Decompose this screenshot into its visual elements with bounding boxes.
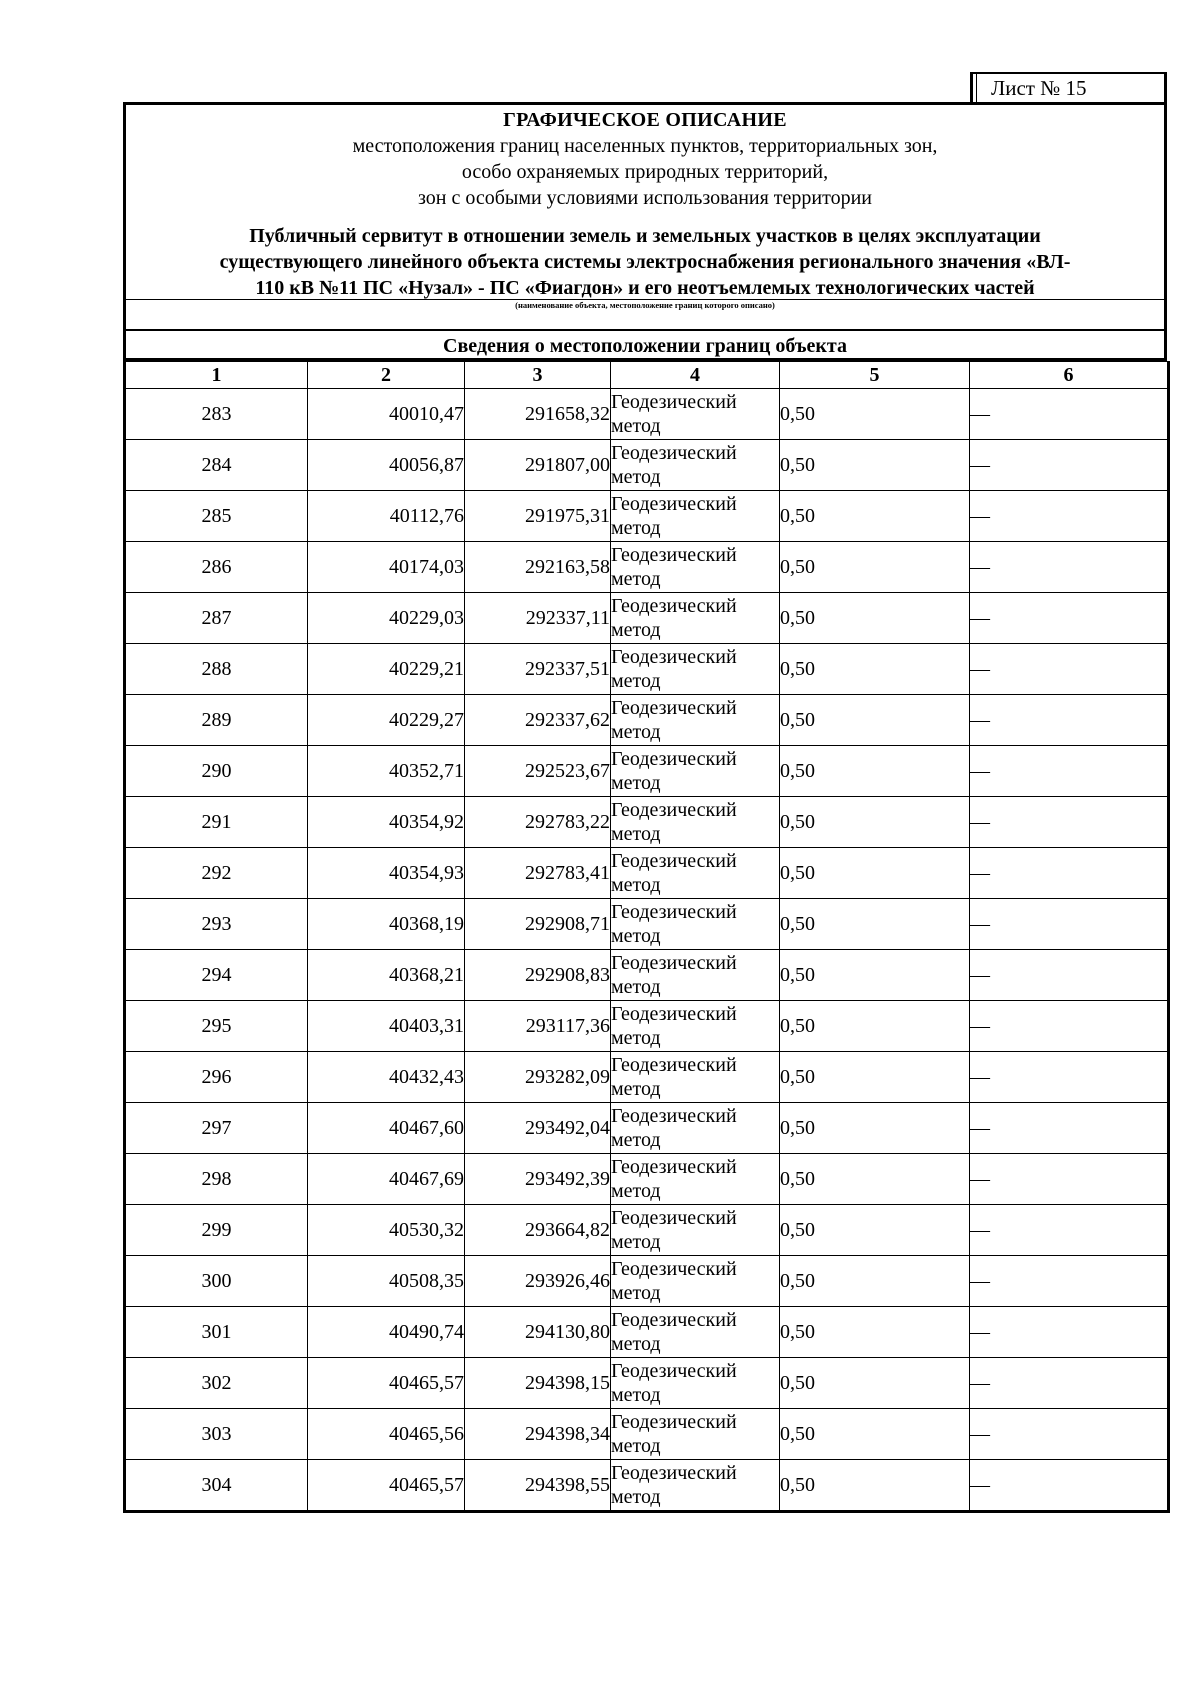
accuracy-cell: 0,50 (780, 1052, 970, 1103)
point-number: 292 (125, 848, 308, 899)
table-row (125, 899, 1169, 950)
note-cell: — (970, 1154, 1169, 1205)
note-cell: — (970, 440, 1169, 491)
accuracy-cell: 0,50 (780, 644, 970, 695)
accuracy-cell: 0,50 (780, 1205, 970, 1256)
object-name (126, 223, 1164, 301)
method-cell: Геодезический метод (611, 491, 780, 542)
coordinate-x: 40368,19 (308, 899, 465, 950)
coordinate-x: 40352,71 (308, 746, 465, 797)
method-cell: Геодезический метод (611, 1307, 780, 1358)
coordinate-y: 294398,55 (465, 1460, 611, 1512)
coordinate-x: 40490,74 (308, 1307, 465, 1358)
coordinate-x: 40354,92 (308, 797, 465, 848)
table-header-row (125, 362, 1169, 389)
coordinate-y: 291658,32 (465, 389, 611, 440)
point-number: 298 (125, 1154, 308, 1205)
point-number: 291 (125, 797, 308, 848)
method-cell: Геодезический метод (611, 542, 780, 593)
point-number: 295 (125, 1001, 308, 1052)
document-title: ГРАФИЧЕСКОЕ ОПИСАНИЕ (503, 109, 787, 131)
coordinate-x: 40229,03 (308, 593, 465, 644)
point-number: 297 (125, 1103, 308, 1154)
table-row (125, 491, 1169, 542)
coordinate-x: 40432,43 (308, 1052, 465, 1103)
sheet-number-box (970, 72, 1167, 102)
note-cell: — (970, 593, 1169, 644)
point-number: 300 (125, 1256, 308, 1307)
coordinate-y: 292337,62 (465, 695, 611, 746)
note-cell: — (970, 644, 1169, 695)
object-name-line: существующего линейного объекта системы электроснабжения регионального значения «ВЛ- (219, 251, 1071, 273)
coordinate-x: 40056,87 (308, 440, 465, 491)
point-number: 294 (125, 950, 308, 1001)
accuracy-cell: 0,50 (780, 440, 970, 491)
accuracy-cell: 0,50 (780, 1358, 970, 1409)
coordinate-y: 291807,00 (465, 440, 611, 491)
object-name-line: 110 кВ №11 ПС «Нузал» - ПС «Фиагдон» и его неотъемлемых технологических частей (255, 277, 1035, 299)
method-cell: Геодезический метод (611, 1052, 780, 1103)
coordinate-y: 293117,36 (465, 1001, 611, 1052)
point-number: 289 (125, 695, 308, 746)
method-cell: Геодезический метод (611, 746, 780, 797)
column-header: 2 (308, 362, 465, 389)
header-text-block (126, 105, 1164, 299)
point-number: 301 (125, 1307, 308, 1358)
accuracy-cell: 0,50 (780, 1001, 970, 1052)
point-number: 296 (125, 1052, 308, 1103)
accuracy-cell: 0,50 (780, 746, 970, 797)
coordinate-y: 292163,58 (465, 542, 611, 593)
sheet-number: Лист № 15 (991, 76, 1087, 100)
method-cell: Геодезический метод (611, 644, 780, 695)
coordinate-x: 40465,57 (308, 1460, 465, 1512)
section-title: Сведения о местоположении границ объекта (443, 335, 847, 357)
coordinate-x: 40508,35 (308, 1256, 465, 1307)
subtitle-line: местоположения границ населенных пунктов, территориальных зон, (352, 135, 938, 157)
point-number: 288 (125, 644, 308, 695)
note-cell: — (970, 695, 1169, 746)
accuracy-cell: 0,50 (780, 950, 970, 1001)
table-row (125, 644, 1169, 695)
coordinate-y: 293492,39 (465, 1154, 611, 1205)
accuracy-cell: 0,50 (780, 1154, 970, 1205)
note-cell: — (970, 1358, 1169, 1409)
coordinate-x: 40174,03 (308, 542, 465, 593)
coordinate-y: 294398,34 (465, 1409, 611, 1460)
subtitle-line: зон с особыми условиями использования территории (417, 187, 873, 209)
point-number: 287 (125, 593, 308, 644)
table-row (125, 1205, 1169, 1256)
method-cell: Геодезический метод (611, 1409, 780, 1460)
method-cell: Геодезический метод (611, 440, 780, 491)
point-number: 303 (125, 1409, 308, 1460)
column-header: 4 (611, 362, 780, 389)
table-row (125, 1409, 1169, 1460)
coordinate-y: 293492,04 (465, 1103, 611, 1154)
note-cell: — (970, 491, 1169, 542)
note-cell: — (970, 746, 1169, 797)
note-cell: — (970, 1409, 1169, 1460)
note-cell: — (970, 1307, 1169, 1358)
note-cell: — (970, 389, 1169, 440)
method-cell: Геодезический метод (611, 1205, 780, 1256)
coordinate-y: 294398,15 (465, 1358, 611, 1409)
accuracy-cell: 0,50 (780, 389, 970, 440)
method-cell: Геодезический метод (611, 950, 780, 1001)
table-row (125, 1307, 1169, 1358)
coordinate-x: 40403,31 (308, 1001, 465, 1052)
coordinate-x: 40467,69 (308, 1154, 465, 1205)
coordinate-y: 292337,11 (465, 593, 611, 644)
note-cell: — (970, 797, 1169, 848)
coordinate-x: 40465,57 (308, 1358, 465, 1409)
point-number: 304 (125, 1460, 308, 1512)
accuracy-cell: 0,50 (780, 1103, 970, 1154)
note-cell: — (970, 899, 1169, 950)
coordinate-x: 40229,21 (308, 644, 465, 695)
table-row (125, 1052, 1169, 1103)
table-row (125, 1001, 1169, 1052)
coordinate-x: 40229,27 (308, 695, 465, 746)
method-cell: Геодезический метод (611, 848, 780, 899)
method-cell: Геодезический метод (611, 389, 780, 440)
column-header: 6 (970, 362, 1169, 389)
coordinate-y: 292783,41 (465, 848, 611, 899)
object-caption: (наименование объекта, местоположение границ которого описано) (126, 299, 1164, 311)
object-name-line: Публичный сервитут в отношении земель и земельных участков в целях эксплуатации (249, 225, 1041, 247)
document-header (123, 102, 1167, 361)
column-header: 1 (125, 362, 308, 389)
accuracy-cell: 0,50 (780, 1307, 970, 1358)
note-cell: — (970, 1052, 1169, 1103)
accuracy-cell: 0,50 (780, 542, 970, 593)
note-cell: — (970, 1460, 1169, 1512)
method-cell: Геодезический метод (611, 695, 780, 746)
accuracy-cell: 0,50 (780, 1409, 970, 1460)
coordinate-x: 40354,93 (308, 848, 465, 899)
method-cell: Геодезический метод (611, 1358, 780, 1409)
coordinate-y: 293926,46 (465, 1256, 611, 1307)
table-row (125, 1358, 1169, 1409)
accuracy-cell: 0,50 (780, 593, 970, 644)
coordinate-y: 293282,09 (465, 1052, 611, 1103)
point-number: 290 (125, 746, 308, 797)
table-row (125, 1154, 1169, 1205)
note-cell: — (970, 1256, 1169, 1307)
point-number: 286 (125, 542, 308, 593)
table-row (125, 746, 1169, 797)
table-row (125, 1256, 1169, 1307)
coordinates-table (123, 361, 1170, 1513)
coordinate-y: 293664,82 (465, 1205, 611, 1256)
coordinate-y: 291975,31 (465, 491, 611, 542)
coordinate-y: 292523,67 (465, 746, 611, 797)
note-cell: — (970, 542, 1169, 593)
method-cell: Геодезический метод (611, 593, 780, 644)
note-cell: — (970, 1001, 1169, 1052)
method-cell: Геодезический метод (611, 1001, 780, 1052)
method-cell: Геодезический метод (611, 1256, 780, 1307)
method-cell: Геодезический метод (611, 899, 780, 950)
table-row (125, 797, 1169, 848)
table-row (125, 389, 1169, 440)
point-number: 284 (125, 440, 308, 491)
table-row (125, 848, 1169, 899)
coordinate-x: 40465,56 (308, 1409, 465, 1460)
table-row (125, 950, 1169, 1001)
column-header: 5 (780, 362, 970, 389)
table-row (125, 542, 1169, 593)
point-number: 302 (125, 1358, 308, 1409)
point-number: 293 (125, 899, 308, 950)
accuracy-cell: 0,50 (780, 797, 970, 848)
point-number: 299 (125, 1205, 308, 1256)
coordinate-y: 292908,83 (465, 950, 611, 1001)
point-number: 285 (125, 491, 308, 542)
coordinate-x: 40467,60 (308, 1103, 465, 1154)
note-cell: — (970, 1205, 1169, 1256)
note-cell: — (970, 848, 1169, 899)
coordinate-x: 40530,32 (308, 1205, 465, 1256)
method-cell: Геодезический метод (611, 1460, 780, 1512)
method-cell: Геодезический метод (611, 797, 780, 848)
note-cell: — (970, 1103, 1169, 1154)
accuracy-cell: 0,50 (780, 848, 970, 899)
table-row (125, 1103, 1169, 1154)
coordinate-x: 40112,76 (308, 491, 465, 542)
accuracy-cell: 0,50 (780, 1460, 970, 1512)
method-cell: Геодезический метод (611, 1103, 780, 1154)
coordinate-y: 292337,51 (465, 644, 611, 695)
coordinate-y: 292783,22 (465, 797, 611, 848)
accuracy-cell: 0,50 (780, 695, 970, 746)
coordinate-y: 294130,80 (465, 1307, 611, 1358)
table-row (125, 593, 1169, 644)
coordinate-x: 40368,21 (308, 950, 465, 1001)
column-header: 3 (465, 362, 611, 389)
coordinate-x: 40010,47 (308, 389, 465, 440)
table-row (125, 1460, 1169, 1512)
note-cell: — (970, 950, 1169, 1001)
coordinate-y: 292908,71 (465, 899, 611, 950)
accuracy-cell: 0,50 (780, 899, 970, 950)
accuracy-cell: 0,50 (780, 1256, 970, 1307)
table-row (125, 695, 1169, 746)
table-row (125, 440, 1169, 491)
accuracy-cell: 0,50 (780, 491, 970, 542)
method-cell: Геодезический метод (611, 1154, 780, 1205)
subtitle-line: особо охраняемых природных территорий, (461, 161, 829, 183)
point-number: 283 (125, 389, 308, 440)
